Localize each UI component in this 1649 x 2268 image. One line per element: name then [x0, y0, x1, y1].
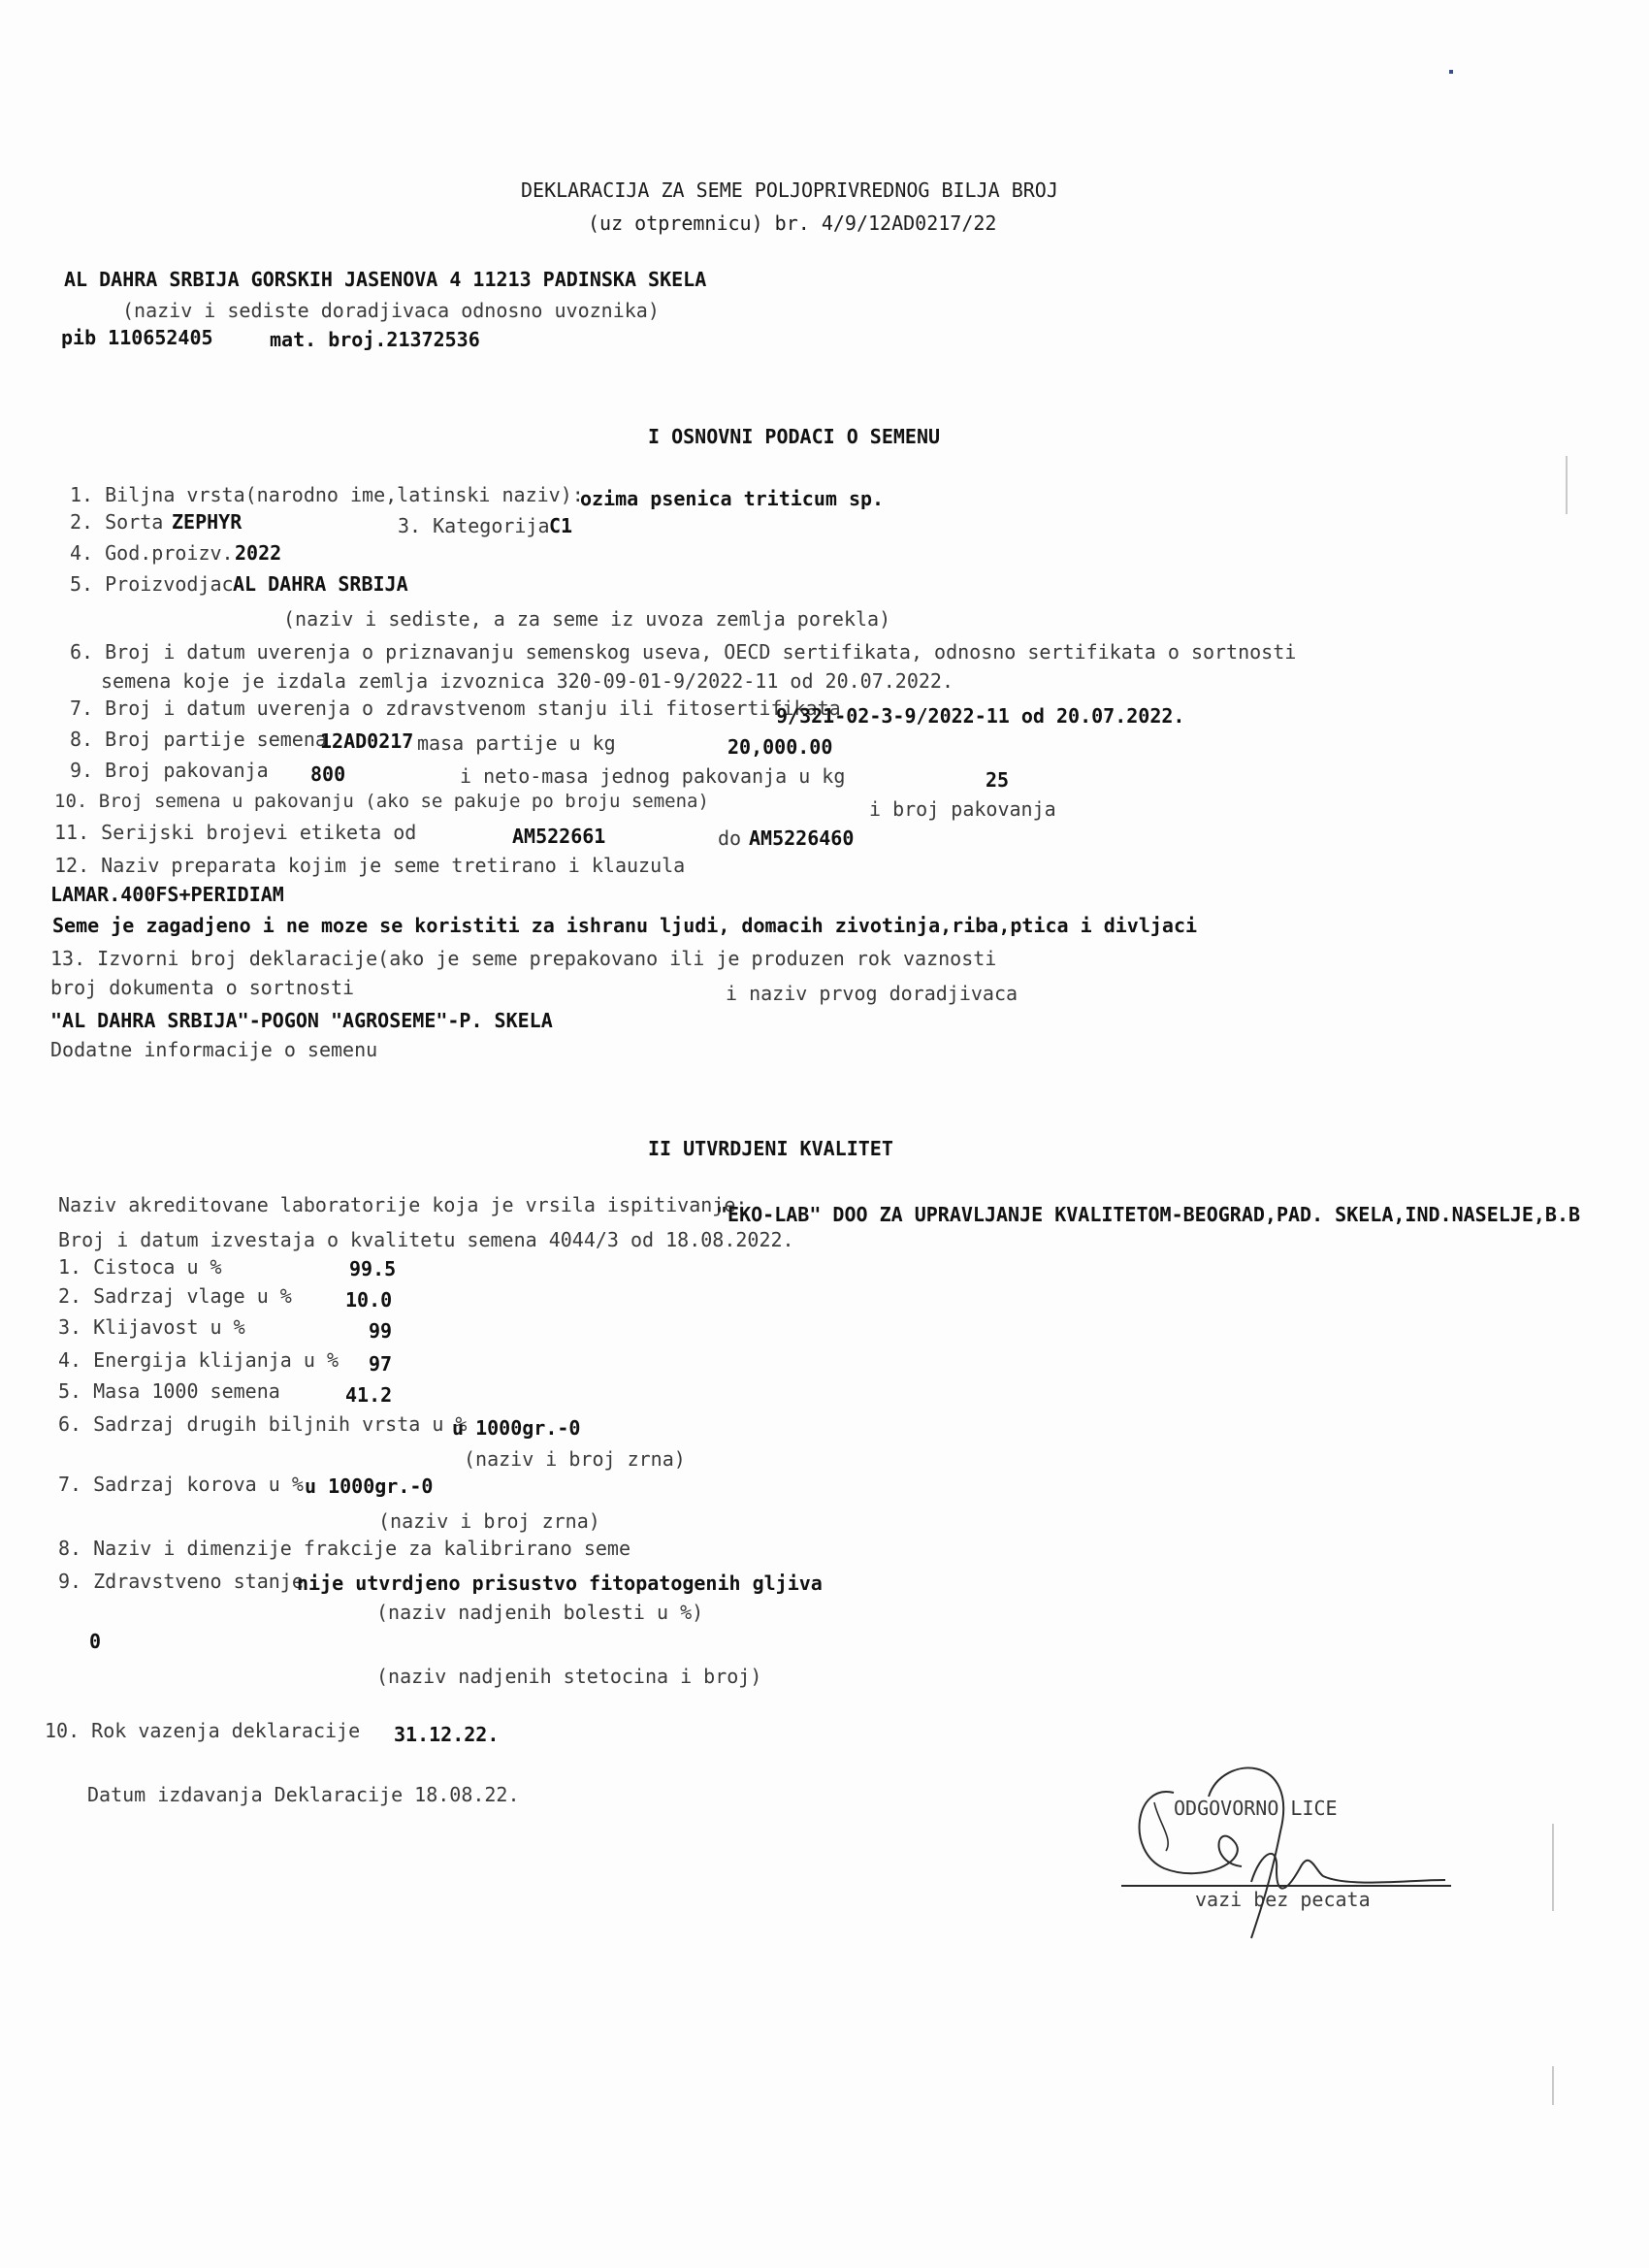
field12-label: 12. Naziv preparata kojim je seme tretirano i klauzula — [54, 854, 686, 877]
lab-label: Naziv akreditovane laboratorije koja je vrsila ispitivanje: — [58, 1193, 748, 1216]
damage-value: 0 — [89, 1630, 102, 1653]
quality7-label: 7. Sadrzaj korova u % — [58, 1473, 304, 1496]
lab-value: "EKO-LAB" DOO ZA UPRAVLJANJE KVALITETOM-BEOGRAD,PAD. SKELA,IND.NASELJE,B.B — [716, 1203, 1581, 1226]
quality4-value: 97 — [369, 1352, 393, 1376]
scan-artifact — [1449, 70, 1453, 74]
field11-to: AM5226460 — [749, 826, 855, 850]
report-line: Broj i datum izvestaja o kvalitetu semena 4044/3 od 18.08.2022. — [58, 1228, 794, 1251]
extra-info-label: Dodatne informacije o semenu — [50, 1038, 378, 1061]
field3-value: C1 — [549, 514, 573, 537]
field13-line2b: i naziv prvog doradjivaca — [726, 982, 1018, 1005]
handwritten-signature — [1116, 1754, 1465, 1948]
field8-mass-value: 20,000.00 — [728, 735, 833, 759]
validity-label: 10. Rok vazenja deklaracije — [45, 1719, 361, 1742]
issue-date: Datum izdavanja Deklaracije 18.08.22. — [87, 1783, 520, 1806]
scan-artifact — [1566, 456, 1568, 514]
field2-label: 2. Sorta — [70, 510, 164, 534]
quality7-caption: (naziv i broj zrna) — [378, 1509, 600, 1533]
field3-label: 3. Kategorija — [398, 514, 550, 537]
field9-net-label: i neto-masa jednog pakovanja u kg — [460, 764, 846, 788]
damage-caption: (naziv nadjenih stetocina i broj) — [376, 1665, 762, 1688]
field11-label: 11. Serijski brojevi etiketa od — [54, 821, 417, 844]
quality5-label: 5. Masa 1000 semena — [58, 1379, 280, 1403]
quality4-label: 4. Energija klijanja u % — [58, 1348, 339, 1372]
field10-label2: i broj pakovanja — [869, 797, 1056, 821]
company-pib: pib 110652405 — [61, 326, 213, 349]
field6-line1: 6. Broj i datum uverenja o priznavanju semenskog useva, OECD sertifikata, odnosno sertifikata o sortnosti — [70, 640, 1297, 664]
field11-from: AM522661 — [512, 825, 606, 848]
field9-net-value: 25 — [986, 768, 1010, 792]
quality6-label: 6. Sadrzaj drugih biljnih vrsta u % — [58, 1412, 468, 1436]
field10-label: 10. Broj semena u pakovanju (ako se pakuje po broju semena) — [54, 791, 709, 812]
field9-label: 9. Broj pakovanja — [70, 759, 269, 782]
field13-value: "AL DAHRA SRBIJA"-POGON "AGROSEME"-P. SKELA — [50, 1009, 553, 1032]
field5-label: 5. Proizvodjac — [70, 572, 234, 596]
quality1-label: 1. Cistoca u % — [58, 1255, 222, 1279]
field5-caption: (naziv i sediste, a za seme iz uvoza zemlja porekla) — [283, 607, 891, 631]
company-caption: (naziv i sediste doradjivaca odnosno uvoznika) — [122, 299, 660, 322]
quality9-label: 9. Zdravstveno stanje — [58, 1570, 304, 1593]
document-subtitle: (uz otpremnicu) br. 4/9/12AD0217/22 — [588, 211, 997, 235]
field4-label: 4. God.proizv. — [70, 541, 234, 565]
responsible-person-label: ODGOVORNO LICE — [1174, 1797, 1338, 1820]
field7-label: 7. Broj i datum uverenja o zdravstvenom stanju ili fitosertifikata — [70, 697, 841, 720]
field8-label: 8. Broj partije semena — [70, 728, 327, 751]
quality2-value: 10.0 — [345, 1288, 393, 1312]
field13-line1: 13. Izvorni broj deklaracije(ako je seme prepakovano ili je produzen rok vaznosti — [50, 947, 997, 970]
field12-value: LAMAR.400FS+PERIDIAM — [50, 883, 284, 906]
validity-value: 31.12.22. — [394, 1723, 500, 1746]
field5-value: AL DAHRA SRBIJA — [233, 572, 408, 596]
quality7-value: u 1000gr.-0 — [305, 1474, 434, 1498]
field1-label: 1. Biljna vrsta(narodno ime,latinski naziv): — [70, 483, 584, 506]
signature-note: vazi bez pecata — [1195, 1888, 1371, 1911]
quality9-caption: (naziv nadjenih bolesti u %) — [376, 1601, 704, 1624]
quality6-caption: (naziv i broj zrna) — [464, 1447, 686, 1471]
field8-mass-label: masa partije u kg — [417, 731, 616, 755]
field1-value: ozima psenica triticum sp. — [580, 487, 885, 510]
quality1-value: 99.5 — [349, 1257, 397, 1280]
company-mat: mat. broj.21372536 — [270, 328, 480, 351]
field9-value: 800 — [310, 762, 346, 786]
field12-clause: Seme je zagadjeno i ne moze se koristiti za ishranu ljudi, domacih zivotinja,riba,ptica i divljaci — [52, 914, 1198, 937]
quality6-value: u 1000gr.-0 — [452, 1416, 581, 1440]
quality3-value: 99 — [369, 1319, 393, 1343]
field6-line2: semena koje je izdala zemlja izvoznica 320-09-01-9/2022-11 od 20.07.2022. — [101, 669, 954, 693]
section2-title: II UTVRDJENI KVALITET — [648, 1137, 893, 1160]
quality5-value: 41.2 — [345, 1383, 393, 1407]
quality8-label: 8. Naziv i dimenzije frakcije za kalibrirano seme — [58, 1537, 631, 1560]
company-line: AL DAHRA SRBIJA GORSKIH JASENOVA 4 11213 PADINSKA SKELA — [64, 268, 707, 291]
field11-do: do — [718, 826, 742, 850]
quality2-label: 2. Sadrzaj vlage u % — [58, 1284, 292, 1308]
field13-line2a: broj dokumenta o sortnosti — [50, 976, 355, 999]
scan-artifact — [1552, 2066, 1554, 2105]
section1-title: I OSNOVNI PODACI O SEMENU — [648, 425, 941, 448]
field4-value: 2022 — [235, 541, 282, 565]
scan-artifact — [1552, 1824, 1554, 1911]
quality9-value: nije utvrdjeno prisustvo fitopatogenih gljiva — [297, 1571, 823, 1595]
field7-value: 9/321-02-3-9/2022-11 od 20.07.2022. — [776, 704, 1185, 728]
document-title: DEKLARACIJA ZA SEME POLJOPRIVREDNOG BILJA BROJ — [521, 178, 1058, 202]
field2-value: ZEPHYR — [172, 510, 242, 534]
quality3-label: 3. Klijavost u % — [58, 1315, 245, 1339]
field8-value: 12AD0217 — [320, 729, 414, 753]
